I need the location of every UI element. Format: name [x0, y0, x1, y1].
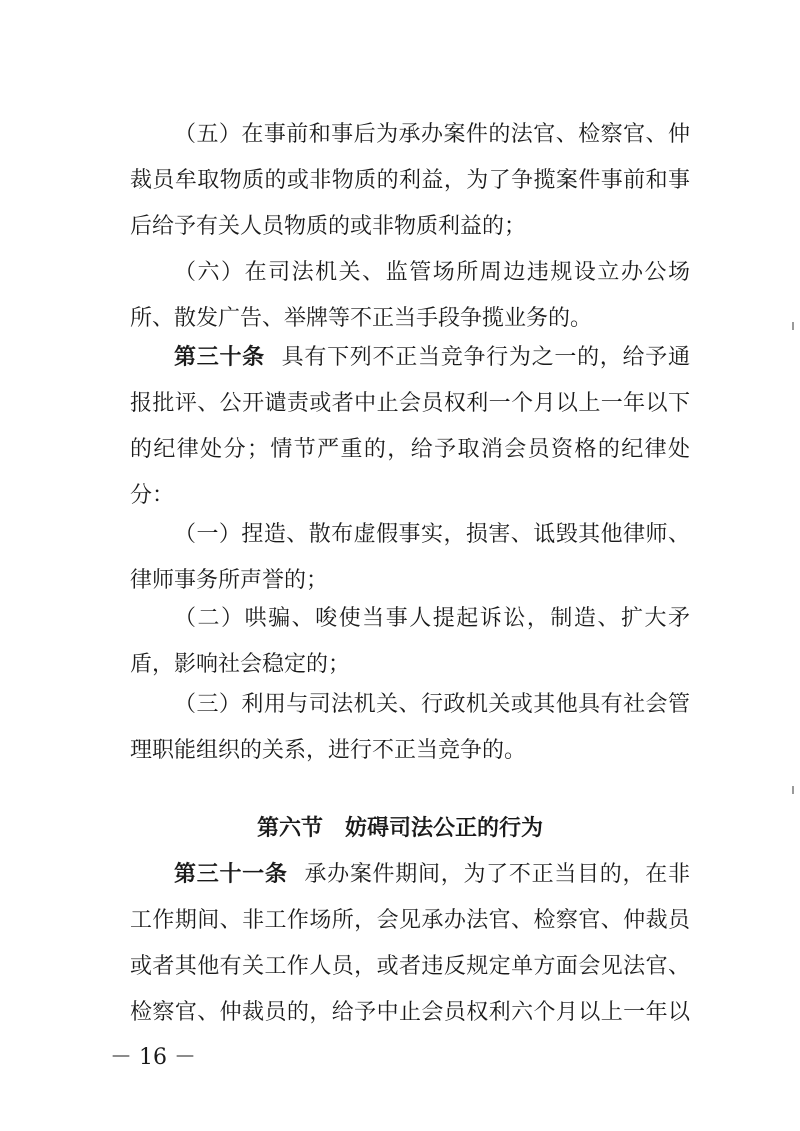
text-line: （六）在司法机关、监管场所周边违规设立办公场 — [174, 260, 690, 285]
text-segment: 具有下列不正当竞争行为之一的，给予通 — [280, 345, 690, 370]
text-line: 分： — [130, 483, 175, 508]
text-line: （一）捏造、散布虚假事实，损害、诋毁其他律师、 — [174, 522, 690, 547]
text-line: 的纪律处分；情节严重的，给予取消会员资格的纪律处 — [130, 437, 690, 462]
scan-edge-mark — [792, 786, 794, 794]
page-number: － 16 － — [110, 1045, 196, 1070]
article-31-first-line — [174, 860, 690, 890]
text-line: 裁员牟取物质的或非物质的利益，为了争揽案件事前和事 — [130, 168, 690, 193]
text-line: 报批评、公开谴责或者中止会员权利一个月以上一年以下 — [130, 391, 690, 416]
section-heading — [0, 814, 800, 844]
text-line: 检察官、仲裁员的，给予中止会员权利六个月以上一年以 — [130, 1000, 690, 1025]
text-line: 所、散发广告、举牌等不正当手段争揽业务的。 — [130, 306, 593, 331]
text-line: 盾，影响社会稳定的； — [130, 652, 351, 677]
text-line: （五）在事前和事后为承办案件的法官、检察官、仲 — [174, 122, 690, 147]
text-line: （二）哄骗、唆使当事人提起诉讼，制造、扩大矛 — [174, 606, 690, 631]
text-line: 或者其他有关工作人员，或者违反规定单方面会见法官、 — [130, 954, 690, 979]
text-line: 律师事务所声誉的； — [130, 568, 329, 593]
section-title: 妨碍司法公正的行为 — [345, 816, 544, 841]
text-line: 工作期间、非工作场所，会见承办法官、检察官、仲裁员 — [130, 908, 690, 933]
article-31-label: 第三十一条 — [174, 862, 288, 887]
section-number: 第六节 — [256, 816, 323, 841]
text-line: 理职能组织的关系，进行不正当竞争的。 — [130, 738, 527, 763]
text-line: （三）利用与司法机关、行政机关或其他具有社会管 — [174, 692, 690, 717]
article-30-first-line — [174, 343, 690, 373]
scan-edge-mark — [792, 322, 794, 330]
text-line: 后给予有关人员物质的或非物质利益的； — [130, 214, 527, 239]
text-segment: 承办案件期间，为了不正当目的，在非 — [303, 862, 690, 887]
article-30-label: 第三十条 — [174, 345, 265, 370]
